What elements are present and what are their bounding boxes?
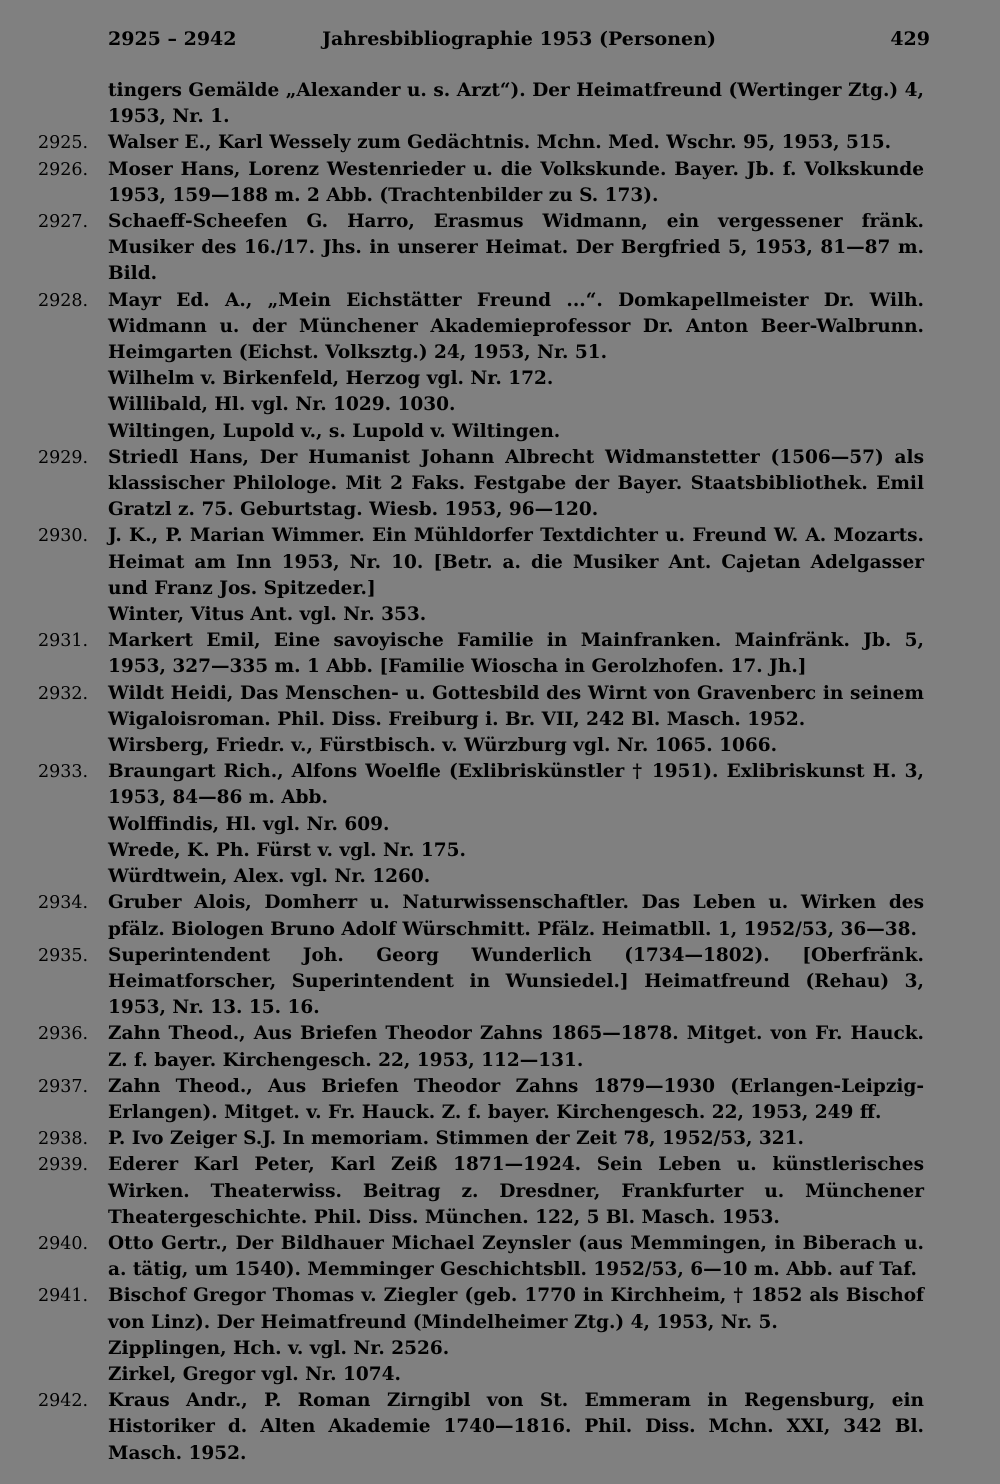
entry-number: 2935.	[38, 945, 89, 966]
entry-text: Otto Gertr., Der Bildhauer Michael Zeynsler (aus Memmingen, in Biberach u. a. tätig, um 1540). Memminger Geschichtsbll. 1952/53, 6—10 m. Abb. auf Taf.	[108, 1232, 924, 1281]
cross-reference	[0, 1336, 1000, 1362]
page-number: 429	[890, 28, 930, 50]
entry-text: Superintendent Joh. Georg Wunderlich (1734—1802). [Oberfränk. Heimatforscher, Superintendent in Wunsiedel.] Heimatfreund (Rehau) 3, 1953, Nr. 13. 15. 16.	[108, 944, 924, 1019]
cross-reference	[0, 366, 1000, 392]
entry-number: 2925.	[38, 133, 89, 154]
entry-2942	[0, 1388, 1000, 1467]
entry-text: Ederer Karl Peter, Karl Zeiß 1871—1924. Sein Leben u. künstlerisches Wirken. Theaterwiss. Beitrag z. Dresdner, Frankfurter u. Münchener Theatergeschichte. Phil. Diss. München. 122, 5 Bl. Masch. 1953.	[108, 1154, 924, 1228]
entry-text: Winter, Vitus Ant. vgl. Nr. 353.	[108, 604, 427, 626]
cross-reference	[0, 602, 1000, 628]
entry-text: Mayr Ed. A., „Mein Eichstätter Freund ...“. Domkapellmeister Dr. Wilh. Widmann u. der Münchener Akademieprofessor Dr. Anton Beer-Walbrunn. Heimgarten (Eichst. Volksztg.) 24, 1953, Nr. 51.	[108, 289, 924, 364]
entry-text: Walser E., Karl Wessely zum Gedächtnis. Mchn. Med. Wschr. 95, 1953, 515.	[108, 132, 892, 154]
entry-number: 2926.	[38, 159, 89, 180]
entry-number: 2927.	[38, 212, 89, 233]
entry-2930	[0, 523, 1000, 602]
entry-2936	[0, 1021, 1000, 1073]
entry-number: 2928.	[38, 290, 89, 311]
entry-text: tingers Gemälde „Alexander u. s. Arzt“). Der Heimatfreund (Wertinger Ztg.) 4, 1953, Nr. 1.	[108, 80, 924, 128]
entry-text: Markert Emil, Eine savoyische Familie in Mainfranken. Mainfränk. Jb. 5, 1953, 327—335 m. 1 Abb. [Familie Wioscha in Gerolzhofen. 17. Jh.]	[108, 630, 924, 678]
entry-text: Würdtwein, Alex. vgl. Nr. 1260.	[108, 866, 431, 888]
entry-2938	[0, 1126, 1000, 1152]
entry-text: Wildt Heidi, Das Menschen- u. Gottesbild des Wirnt von Gravenberc in seinem Wigaloisroman. Phil. Diss. Freiburg i. Br. VII, 242 Bl. Masch. 1952.	[108, 682, 924, 730]
entry-text: Zahn Theod., Aus Briefen Theodor Zahns 1865—1878. Mitget. von Fr. Hauck. Z. f. bayer. Kirchengesch. 22, 1953, 112—131.	[108, 1023, 924, 1071]
entry-number: 2938.	[38, 1129, 89, 1150]
entry-2934	[0, 890, 1000, 942]
entry-text: Wilhelm v. Birkenfeld, Herzog vgl. Nr. 172.	[108, 368, 554, 390]
cross-reference	[0, 838, 1000, 864]
entry-number: 2930.	[38, 526, 89, 547]
entry-number: 2933.	[38, 762, 89, 783]
entry-2928	[0, 288, 1000, 367]
entry-text: Bischof Gregor Thomas v. Ziegler (geb. 1770 in Kirchheim, † 1852 als Bischof von Linz). Der Heimatfreund (Mindelheimer Ztg.) 4, 1953, Nr. 5.	[108, 1285, 924, 1333]
entry-number: 2932.	[38, 683, 89, 704]
entry-text: Wrede, K. Ph. Fürst v. vgl. Nr. 175.	[108, 839, 466, 861]
entry-2926	[0, 157, 1000, 209]
entry-2941	[0, 1283, 1000, 1335]
entry-text: Gruber Alois, Domherr u. Naturwissenschaftler. Das Leben u. Wirken des pfälz. Biologen Bruno Adolf Würschmitt. Pfälz. Heimatbll. 1, 1952/53, 36—38.	[108, 892, 924, 940]
entry-text: J. K., P. Marian Wimmer. Ein Mühldorfer Textdichter u. Freund W. A. Mozarts. Heimat am Inn 1953, Nr. 10. [Betr. a. die Musiker Ant. Cajetan Adelgasser und Franz Jos. Spitzeder.]	[108, 525, 924, 599]
entry-text: P. Ivo Zeiger S.J. In memoriam. Stimmen der Zeit 78, 1952/53, 321.	[108, 1128, 804, 1150]
cross-reference	[0, 864, 1000, 890]
cross-reference	[0, 419, 1000, 445]
entry-continued	[0, 78, 1000, 130]
entry-2937	[0, 1074, 1000, 1126]
entry-2927	[0, 209, 1000, 288]
entry-text: Moser Hans, Lorenz Westenrieder u. die Volkskunde. Bayer. Jb. f. Volkskunde 1953, 159—188 m. 2 Abb. (Trachtenbilder zu S. 173).	[108, 158, 924, 206]
entry-2931	[0, 628, 1000, 680]
entry-text: Striedl Hans, Der Humanist Johann Albrecht Widmanstetter (1506—57) als klassischer Philologe. Mit 2 Faks. Festgabe der Bayer. Staatsbibliothek. Emil Gratzl z. 75. Geburtstag. Wiesb. 1953, 96—120.	[108, 446, 924, 521]
entry-2933	[0, 759, 1000, 811]
entry-range: 2925 – 2942	[108, 28, 237, 50]
entry-text: Zipplingen, Hch. v. vgl. Nr. 2526.	[108, 1337, 450, 1359]
cross-reference	[0, 812, 1000, 838]
entry-number: 2937.	[38, 1076, 89, 1097]
entry-text: Wirsberg, Friedr. v., Fürstbisch. v. Würzburg vgl. Nr. 1065. 1066.	[108, 735, 778, 757]
bibliography-list	[0, 78, 1000, 1467]
entry-2932	[0, 681, 1000, 733]
entry-number: 2934.	[38, 893, 89, 914]
entry-number: 2936.	[38, 1024, 89, 1045]
entry-2929	[0, 445, 1000, 524]
entry-text: Schaeff-Scheefen G. Harro, Erasmus Widmann, ein vergessener fränk. Musiker des 16./17. Jhs. in unserer Heimat. Der Bergfried 5, 1953, 81—87 m. Bild.	[108, 211, 924, 285]
entry-text: Wolffindis, Hl. vgl. Nr. 609.	[108, 813, 390, 835]
entry-text: Braungart Rich., Alfons Woelfle (Exlibriskünstler † 1951). Exlibriskunst H. 3, 1953, 84—86 m. Abb.	[108, 761, 924, 809]
entry-2939	[0, 1152, 1000, 1231]
entry-number: 2942.	[38, 1391, 89, 1412]
entry-number: 2931.	[38, 631, 89, 652]
entry-2925	[0, 130, 1000, 156]
entry-text: Wiltingen, Lupold v., s. Lupold v. Wiltingen.	[108, 420, 561, 442]
entry-2940	[0, 1231, 1000, 1283]
entry-text: Kraus Andr., P. Roman Zirngibl von St. Emmeram in Regensburg, ein Historiker d. Alten Akademie 1740—1816. Phil. Diss. Mchn. XXI, 342 Bl. Masch. 1952.	[108, 1390, 924, 1464]
running-title: Jahresbibliographie 1953 (Personen)	[322, 28, 716, 50]
entry-number: 2929.	[38, 447, 89, 468]
cross-reference	[0, 1362, 1000, 1388]
entry-text: Zahn Theod., Aus Briefen Theodor Zahns 1879—1930 (Erlangen-Leipzig-Erlangen). Mitget. v. Fr. Hauck. Z. f. bayer. Kirchengesch. 22, 1953, 249 ff.	[108, 1075, 924, 1123]
cross-reference	[0, 392, 1000, 418]
entry-number: 2939.	[38, 1155, 89, 1176]
cross-reference	[0, 733, 1000, 759]
entry-2935	[0, 943, 1000, 1022]
entry-text: Willibald, Hl. vgl. Nr. 1029. 1030.	[108, 394, 456, 416]
entry-text: Zirkel, Gregor vgl. Nr. 1074.	[108, 1363, 401, 1385]
entry-number: 2941.	[38, 1286, 89, 1307]
page-header	[108, 28, 930, 58]
entry-number: 2940.	[38, 1233, 89, 1254]
